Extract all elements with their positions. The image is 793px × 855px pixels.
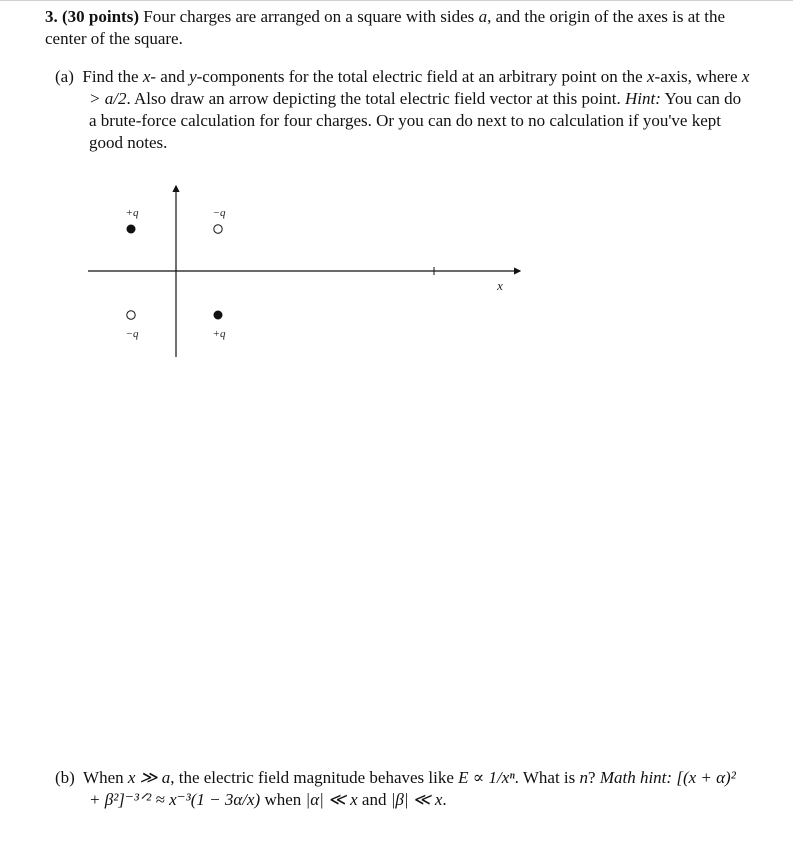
negative-charge-bottom-left bbox=[127, 311, 135, 319]
part-b-text-3: . What is bbox=[514, 768, 576, 787]
part-b-n: n bbox=[579, 768, 589, 787]
part-b-text-4: ? bbox=[588, 768, 596, 787]
part-a-text-2: - and bbox=[150, 67, 185, 86]
part-b bbox=[55, 767, 750, 811]
part-b-end: . bbox=[442, 790, 447, 809]
part-a-text-5: . Also draw an arrow depicting the total electric field vector at this point. bbox=[126, 89, 621, 108]
part-b-proportionality: E ∝ 1/xⁿ bbox=[458, 768, 515, 787]
part-b-condition: x ≫ a bbox=[127, 768, 171, 787]
charge-label-top-left: +q bbox=[125, 207, 139, 219]
part-b-condition-alpha: |α| ≪ x bbox=[305, 790, 358, 809]
negative-charge-top-right bbox=[214, 225, 222, 233]
part-a-y: y bbox=[189, 67, 197, 86]
problem-points: (30 points) bbox=[62, 7, 139, 26]
part-a-text-4: -axis, where bbox=[654, 67, 738, 86]
charge-label-top-right: −q bbox=[212, 207, 226, 219]
part-a-x: x bbox=[142, 67, 151, 86]
problem-intro: Four charges are arranged on a square with sides bbox=[143, 7, 475, 26]
problem-number: 3. bbox=[45, 7, 58, 26]
charge-label-bottom-right: +q bbox=[212, 328, 226, 340]
problem-intro-2: , and the origin of the axes is at the center of the square. bbox=[45, 7, 725, 48]
part-b-text-5: when bbox=[264, 790, 302, 809]
part-b-condition-beta: |β| ≪ x bbox=[390, 790, 443, 809]
part-b-hint-label: Math hint: bbox=[599, 768, 673, 787]
positive-charge-top-left bbox=[127, 225, 136, 234]
positive-charge-bottom-right bbox=[214, 311, 223, 320]
part-a-text-3: -components for the total electric field at an arbitrary point on the bbox=[196, 67, 643, 86]
part-b-formula: [(x + α)² + β²]⁻³ᐟ² ≈ x⁻³(1 − 3α/x) bbox=[89, 768, 736, 809]
part-b-text-1: When bbox=[83, 768, 124, 787]
part-a-x-2: x bbox=[646, 67, 655, 86]
x-axis-label: x bbox=[497, 278, 503, 293]
part-a-label: (a) bbox=[55, 67, 74, 86]
part-b-text-2: , the electric field magnitude behaves like bbox=[170, 768, 454, 787]
var-a: a bbox=[478, 7, 488, 26]
part-a-text-1: Find the bbox=[82, 67, 139, 86]
part-a-hint-label: Hint: bbox=[624, 89, 661, 108]
charge-label-bottom-left: −q bbox=[125, 328, 139, 340]
part-a-condition: x > a/2 bbox=[89, 67, 750, 108]
part-a-hint-text: You can do a brute-force calculation for four charges. Or you can do next to no calculation if you've kept good notes. bbox=[89, 89, 742, 152]
part-b-and: and bbox=[361, 790, 387, 809]
part-b-label: (b) bbox=[55, 768, 75, 787]
